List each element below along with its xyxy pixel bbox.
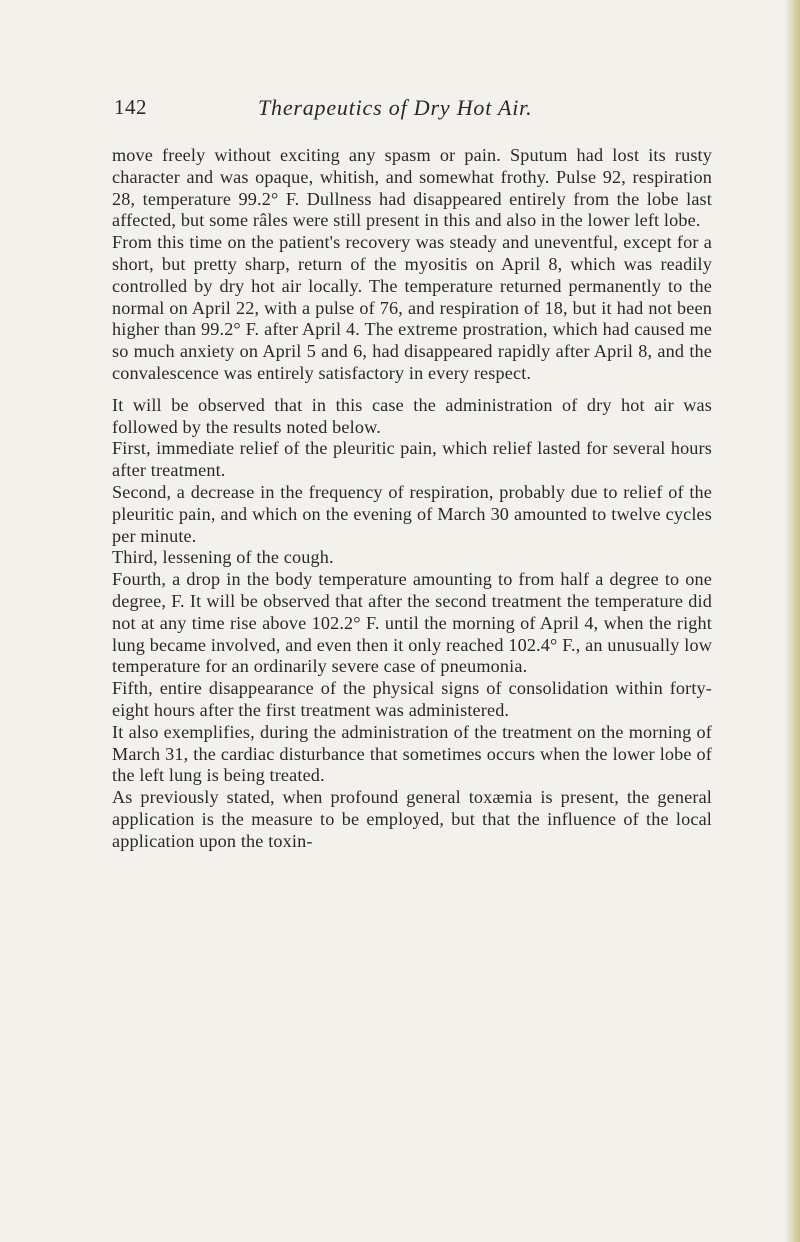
paragraph: Third, lessening of the cough. xyxy=(112,547,334,568)
paragraph: Fifth, entire disappearance of the physical signs of consolidation within forty-eight hours after the first treatment was administered. xyxy=(112,678,712,720)
running-title: Therapeutics of Dry Hot Air. xyxy=(258,95,533,120)
paragraph: move freely without exciting any spasm or pain. Sputum had lost its rusty character and was opaque, whitish, and somewhat frothy. Pulse 92, respiration 28, temperature 99.2° F. Dullness had disappeared entirely from the lobe last affected, but some râles were still present in this and also in the lower left lobe. xyxy=(112,145,712,231)
paragraph: It also exemplifies, during the administration of the treatment on the morning of March 31, the cardiac disturbance that sometimes occurs when the lower lobe of the left lung is being treated. xyxy=(112,721,712,786)
paragraph: First, immediate relief of the pleuritic pain, which relief lasted for several hours after treatment. xyxy=(112,438,712,481)
paragraph: Second, a decrease in the frequency of respiration, probably due to relief of the pleuritic pain, and which on the evening of March 30 amounted to twelve cycles per minute. xyxy=(112,481,712,546)
paragraph: Fourth, a drop in the body temperature amounting to from half a degree to one degree, F. It will be observed that after the second treatment the temperature did not at any time rise above 102.2° F. until the morning of April 4, when the right lung became involved, and even then it only reached 102.4° F., an unusually low temperature for an ordinarily severe case of pneumonia. xyxy=(112,569,712,677)
book-page xyxy=(112,0,712,1242)
page-edge-shading xyxy=(784,0,800,1242)
page-number: 142 xyxy=(114,95,147,119)
running-head xyxy=(112,95,712,125)
paragraph: As previously stated, when profound general toxæmia is present, the general application is the measure to be employed, but that the influence of the local application upon the toxin- xyxy=(112,787,712,851)
body-text xyxy=(112,145,712,853)
paragraph: It will be observed that in this case the administration of dry hot air was followed by the results noted below. xyxy=(112,394,712,437)
paragraph: From this time on the patient's recovery was steady and uneventful, except for a short, but pretty sharp, return of the myositis on April 8, which was readily controlled by dry hot air locally. The temperature returned permanently to the normal on April 22, with a pulse of 76, and respiration of 18, but it had not been higher than 99.2° F. after April 4. The extreme prostration, which had caused me so much anxiety on April 5 and 6, had disappeared rapidly after April 8, and the convalescence was entirely satisfactory in every respect. xyxy=(112,232,712,383)
